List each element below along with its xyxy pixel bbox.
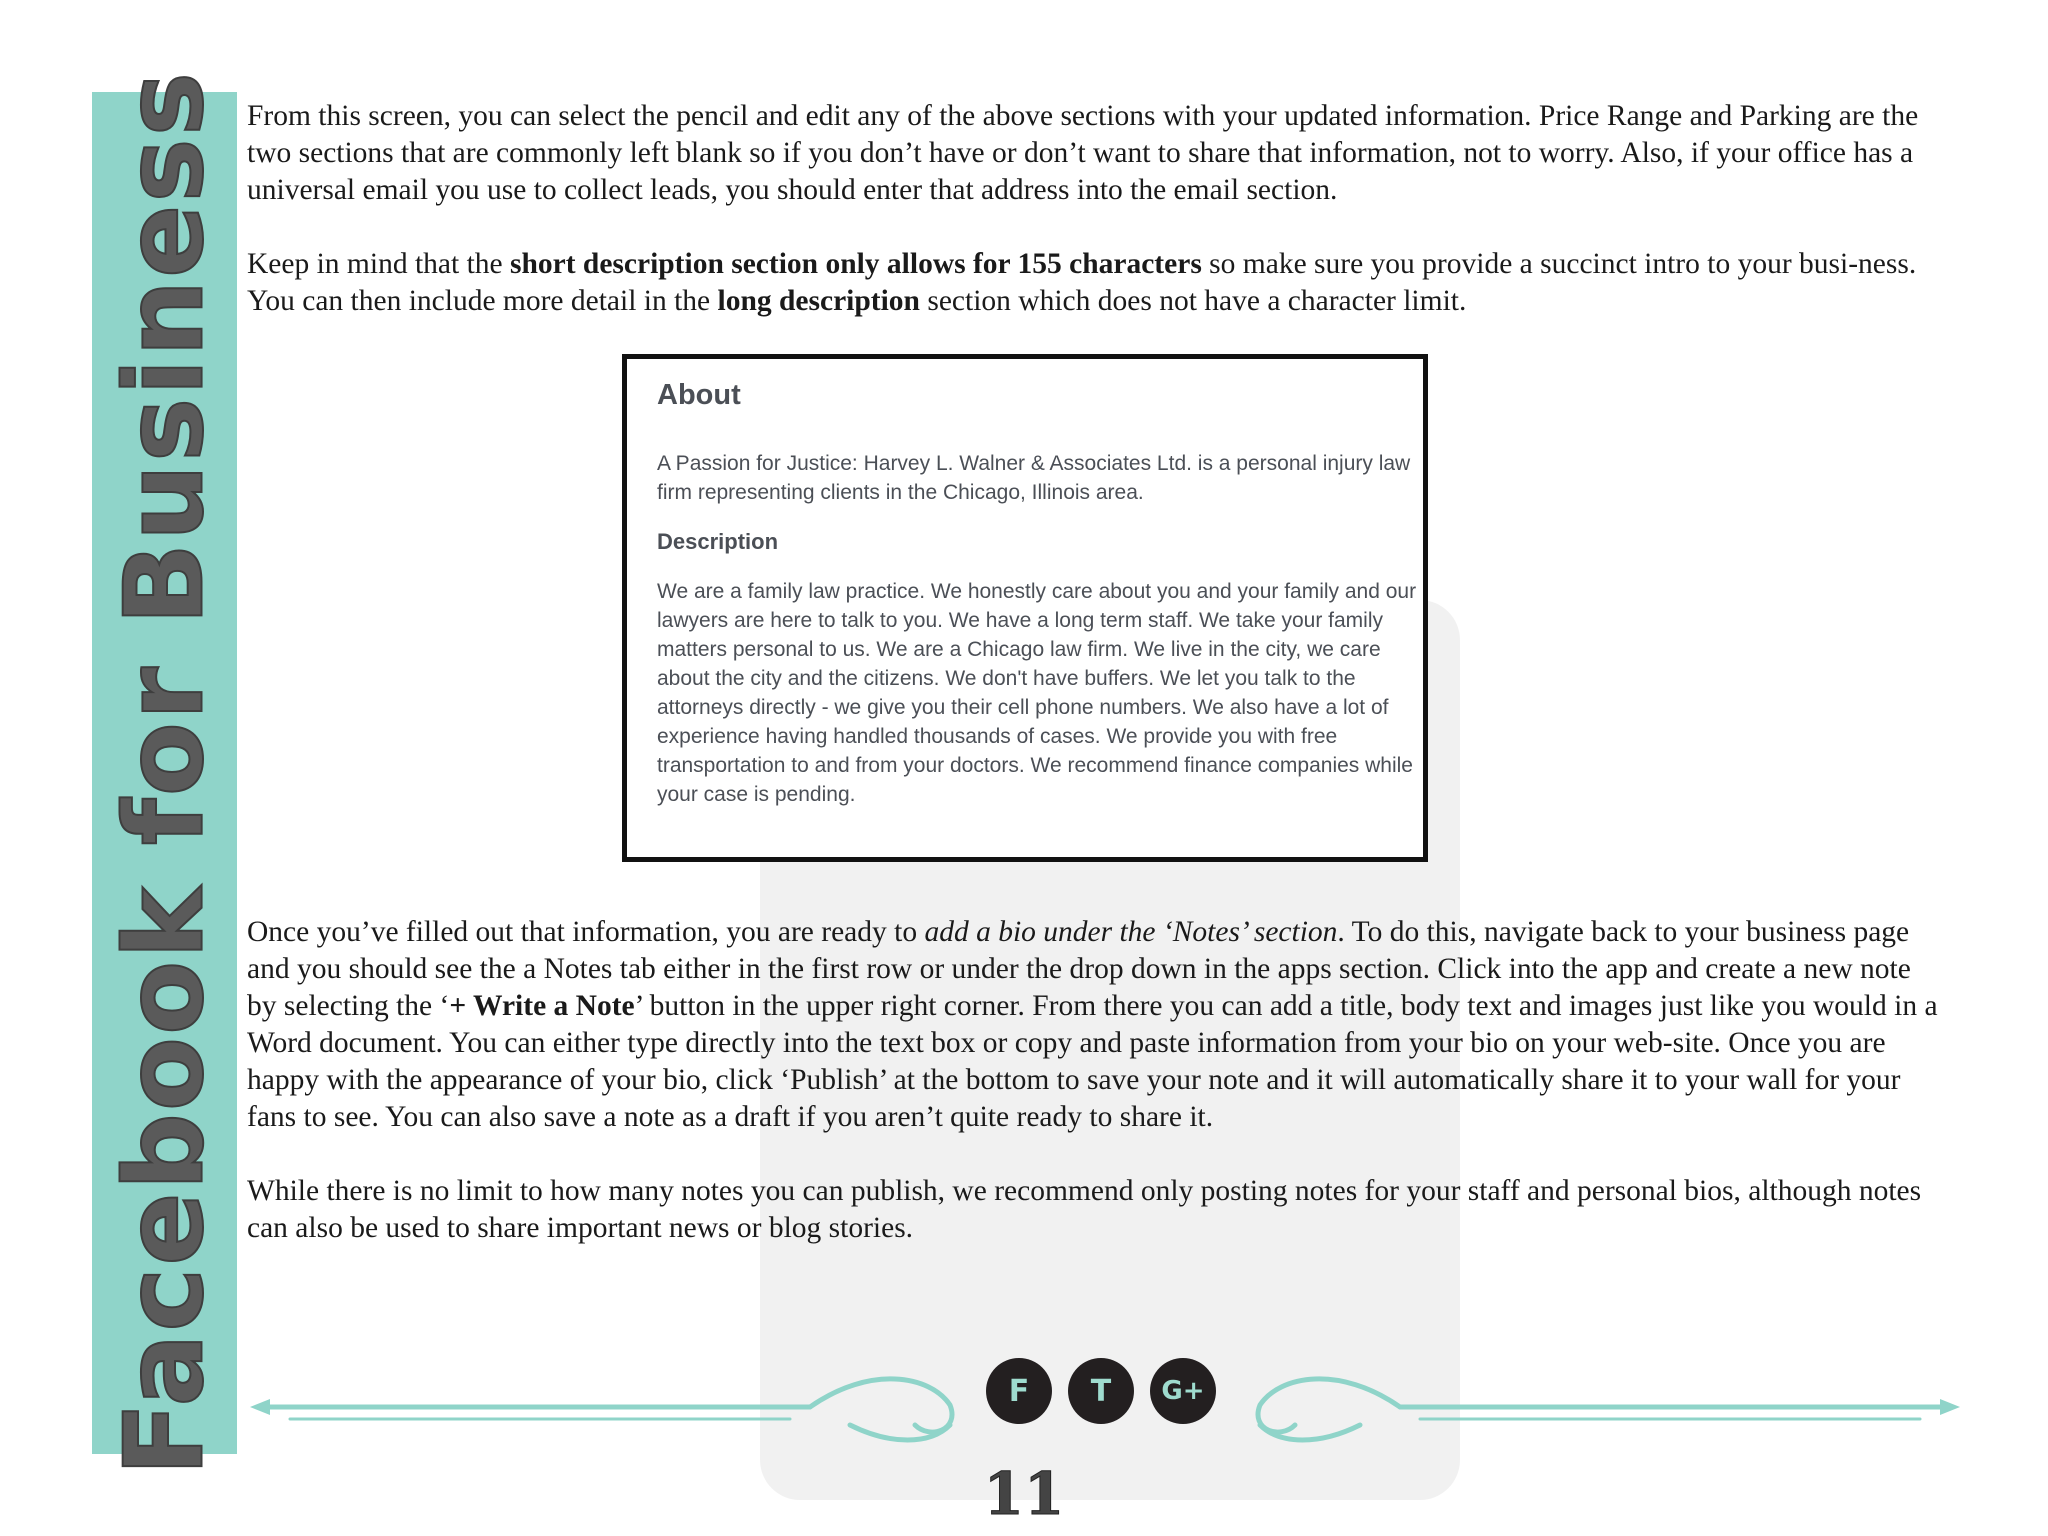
paragraph-notes [247,914,1947,1136]
sidebar-banner [92,70,237,1476]
text-run: so make sure you provide a succinct intro to your busi-ness. You can then include more detail in the [247,248,1917,317]
page-number: 11 [983,1460,1065,1528]
bold-text: short description section only allows for 155 characters [509,248,1202,280]
google-plus-icon[interactable]: G+ [1150,1358,1216,1424]
paragraph-intro: From this screen, you can select the pencil and edit any of the above sections with your updated information. Price Range and Parking are the two sections that are commonly left blank so if you don’t have or don’t want to share that information, not to worry. Also, if your office has a universal email you use to collect leads, you should enter that address into the email section. [247,100,1919,206]
facebook-icon[interactable]: F [986,1358,1052,1424]
about-section-screenshot [622,354,1428,862]
about-heading: About [657,379,741,411]
long-description: We are a family law practice. We honestly care about you and your family and our lawyers are here to talk to you. We have a long term staff. We take your family matters personal to us. We are a Chicago law firm. We live in the city, we care about the city and the citizens. We don't have buffers. We let you talk to the attorneys directly - we give you their cell phone numbers. We also have a lot of experience having handled thousands of cases. We provide you with free transportation to and from your doctors. We recommend finance companies while your case is pending. [657,580,1417,806]
description-heading: Description [657,529,779,554]
main-content-lower [247,914,1947,1247]
paragraph-description-tip [247,246,1947,320]
text-run: . To do this, navigate back to your business page and you should see the a Notes tab either in the first row or under the drop down in the apps section. Click into the app and create a new note by selecting the ‘ [247,916,1911,1022]
text-run: Once you’ve filled out that information, you are ready to [247,916,925,948]
bold-text: long description [717,285,920,317]
text-run: ’ button in the upper right corner. From there you can add a title, body text and images just like you would in a Word document. You can either type directly into the text box or copy and paste information from your bio on your web-site. Once you are happy with the appearance of your bio, click ‘Publish’ at the bottom to save your note and it will automatically share it to your wall for your fans to see. You can also save a note as a draft if you aren’t quite ready to share it. [247,990,1938,1133]
bold-text: + Write a Note [449,990,635,1022]
paragraph-closing: While there is no limit to how many notes you can publish, we recommend only posting notes for your staff and personal bios, although notes can also be used to share important news or blog stories. [247,1175,1922,1244]
short-description: A Passion for Justice: Harvey L. Walner & Associates Ltd. is a personal injury law firm representing clients in the Chicago, Illinois area. [657,452,1411,504]
text-run: section which does not have a character limit. [919,285,1467,317]
sidebar-title: Facebook for Business [102,70,227,1476]
text-run: Keep in mind that the [247,248,510,280]
twitter-icon[interactable]: T [1068,1358,1134,1424]
main-content [247,98,1947,320]
italic-text: add a bio under the ‘Notes’ section [924,916,1338,948]
